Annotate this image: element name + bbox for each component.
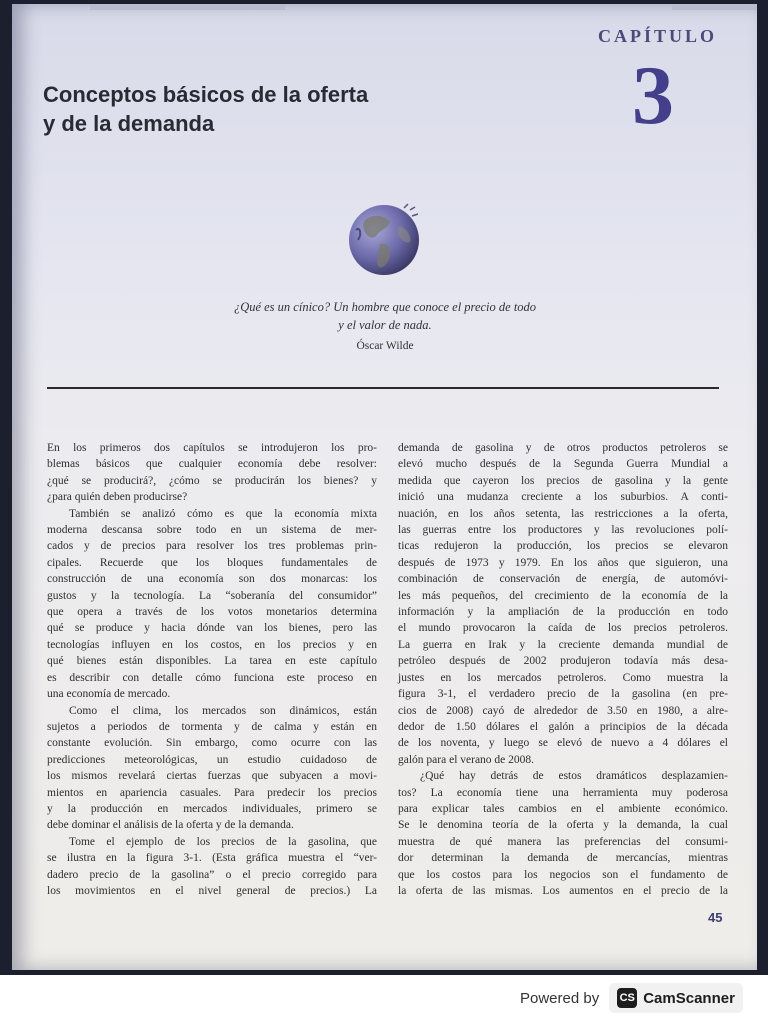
text-line: Como el clima, los mercados son dinámicos, están bbox=[69, 704, 377, 717]
text-line: tecnologías influyen en los costos, en los precios y en bbox=[47, 638, 377, 651]
text-line: La guerra en Irak y la creciente demanda mundial de bbox=[398, 638, 728, 651]
text-line: los movimientos en el nivel general de precios.) La bbox=[47, 884, 377, 897]
text-line: es describir con detalle cómo funciona este proceso en bbox=[47, 671, 377, 684]
camscanner-logo-icon: CS bbox=[617, 988, 637, 1008]
chapter-title-line: Conceptos básicos de la oferta bbox=[43, 82, 369, 107]
text-line: mientos en apariencia casuales. Para predecir los precios bbox=[47, 786, 377, 799]
text-line: la oferta de las mismas. Los aumentos en el precio de la bbox=[398, 884, 728, 897]
text-line: ¿para quién deben producirse? bbox=[47, 491, 188, 504]
text-line: cios de 2008) cayó de alrededor de 3.50 en 1980, a alre- bbox=[398, 704, 728, 717]
text-line: los mismos revelará ciertas fuerzas que subyacen a movi- bbox=[47, 770, 377, 783]
text-line: En los primeros dos capítulos se introdujeron los pro- bbox=[47, 442, 377, 454]
text-line: ¿qué se producirá?, ¿cómo se producirán los bienes? y bbox=[47, 474, 377, 487]
text-line: medida que cayeron los precios de gasolina y la gente bbox=[398, 474, 728, 487]
text-line: elevó mucho después de la Segunda Guerra Mundial a bbox=[398, 458, 728, 471]
text-line: dadero precio de la gasolina” o el precio corregido para bbox=[47, 868, 377, 881]
text-line: qué se produce y hacia dónde van los bienes, pero las bbox=[47, 622, 377, 635]
text-line: las guerras entre los productores y las revoluciones polí- bbox=[398, 524, 728, 537]
right-column bbox=[398, 440, 728, 899]
camscanner-badge[interactable] bbox=[609, 983, 743, 1013]
text-line: información y la ampliación de la producción en todo bbox=[398, 606, 728, 619]
text-line: y la producción en mercados individuales, primero se bbox=[47, 802, 377, 815]
text-line: combinación de conservación de energía, de automóvi- bbox=[398, 573, 728, 586]
text-line: inició una mudanza creciente a los suburbios. A conti- bbox=[398, 491, 728, 504]
text-line: ¿Qué hay detrás de estos dramáticos desplazamien- bbox=[420, 770, 728, 783]
camscanner-watermark bbox=[520, 982, 743, 1014]
text-line: figura 3-1, el verdadero precio de la gasolina (en pre- bbox=[398, 688, 728, 701]
page-edge-tab bbox=[672, 4, 757, 10]
text-line: construcción de una economía son dos monarcas: los bbox=[47, 573, 377, 586]
page-number: 45 bbox=[708, 910, 723, 925]
text-line: Tome el ejemplo de los precios de la gasolina, que bbox=[69, 835, 377, 848]
text-line: También se analizó cómo es que la economía mixta bbox=[69, 507, 377, 520]
text-line: una economía de mercado. bbox=[47, 688, 171, 701]
text-line: constante evolución. Sin embargo, como ocurre con las bbox=[47, 737, 377, 750]
text-line: que opera a través de los votos monetarios determina bbox=[47, 606, 377, 619]
text-line: blemas básicos que cualquier economía debe resolver: bbox=[47, 458, 377, 471]
text-line: cipales. Recuerde que los bloques fundamentales de bbox=[47, 556, 377, 569]
text-line: debe dominar el análisis de la oferta y de la demanda. bbox=[47, 819, 294, 832]
text-line: Se le denomina teoría de la oferta y la demanda, la cual bbox=[398, 819, 728, 832]
left-column bbox=[47, 440, 377, 899]
text-line: justes en los mercados petroleros. Como muestra la bbox=[398, 671, 728, 684]
epigraph bbox=[130, 298, 640, 334]
chapter-label: CAPÍTULO bbox=[598, 26, 718, 46]
text-line: el mundo provocaron la caída de los precios petroleros. bbox=[398, 622, 728, 635]
text-line: dor determinan la demanda de mercancías, mientras bbox=[398, 852, 728, 865]
epigraph-author: Óscar Wilde bbox=[356, 340, 414, 352]
text-line: muestra de qué manera las preferencias del consumi- bbox=[398, 835, 728, 848]
chapter-title bbox=[43, 80, 463, 138]
globe-icon bbox=[346, 200, 426, 280]
text-line: galón para el verano de 2008. bbox=[398, 753, 535, 766]
text-line: que los costos para los negocios son el fundamento de bbox=[398, 868, 728, 881]
text-line: tos? La economía tiene una herramienta muy poderosa bbox=[398, 786, 728, 799]
text-line: nuación, en los años setenta, las restricciones a la oferta, bbox=[398, 507, 728, 520]
powered-by-label: Powered by bbox=[520, 989, 600, 1007]
text-line: qué bienes están disponibles. La tarea en este capítulo bbox=[47, 655, 377, 668]
text-line: cados y de precios para resolver los tres problemas prin- bbox=[47, 540, 377, 553]
chapter-number: 3 bbox=[632, 49, 674, 142]
text-line: moderna descansa sobre todo en un sistema de mer- bbox=[47, 524, 377, 537]
text-line: después de 1973 y 1979. En los años que siguieron, una bbox=[398, 556, 728, 569]
text-line: sujetos a periodos de tormenta y de calma y están en bbox=[47, 720, 377, 733]
text-line: dedor de 1.50 dólares el galón a principios de la década bbox=[398, 720, 728, 733]
text-line: predicciones meteorológicas, un estudio cuidadoso de bbox=[47, 753, 377, 766]
text-line: de los noventa, y luego se elevó de nuevo a 4 dólares el bbox=[398, 737, 728, 750]
epigraph-line: y el valor de nada. bbox=[338, 318, 432, 332]
text-line: petróleo después de 2002 produjeron todavía más desa- bbox=[398, 655, 728, 668]
text-line: demanda de gasolina y de otros productos petroleros se bbox=[398, 442, 728, 454]
camscanner-name: CamScanner bbox=[643, 989, 735, 1007]
epigraph-line: ¿Qué es un cínico? Un hombre que conoce el precio de todo bbox=[233, 300, 537, 314]
text-line: les más pequeños, del crecimiento de la economía de la bbox=[398, 589, 728, 602]
page-edge-tab bbox=[90, 4, 285, 10]
text-line: gustos y la tecnología. La “soberanía del consumidor” bbox=[47, 589, 377, 602]
section-divider bbox=[47, 387, 719, 389]
text-line: para explicar tales cambios en el ambiente económico. bbox=[398, 802, 728, 815]
chapter-title-line: y de la demanda bbox=[43, 111, 215, 136]
text-line: se ilustra en la figura 3-1. (Esta gráfica muestra el “ver- bbox=[47, 852, 377, 865]
text-line: ticas redujeron la producción, los precios se elevaron bbox=[398, 540, 728, 553]
